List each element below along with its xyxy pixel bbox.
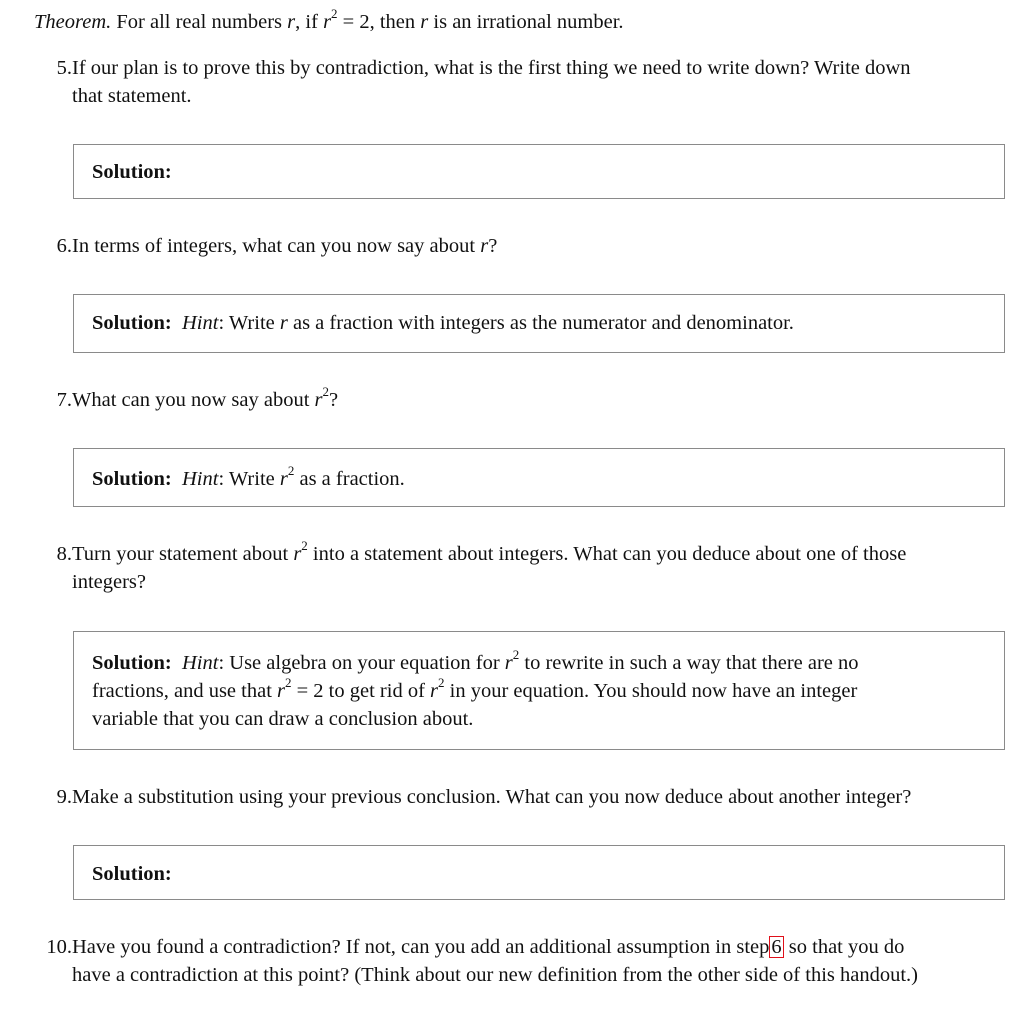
question-text-part: Turn your statement about: [72, 543, 294, 565]
question-number: 5.: [56, 57, 72, 79]
solution-content: [92, 309, 986, 337]
solution-label: Solution:: [92, 161, 172, 183]
hint-text: as a fraction with integers as the numerator and denominator.: [287, 312, 794, 334]
question-line: [72, 933, 1008, 961]
question-line: have a contradiction at this point? (Think about our new definition from the other side of this handout.): [72, 964, 918, 986]
theorem-variable: r: [287, 11, 296, 33]
solution-content: [92, 649, 986, 733]
theorem-text: = 2, then: [337, 11, 421, 33]
question-number: 10.: [46, 936, 72, 958]
question-text-part: ?: [488, 235, 498, 257]
question-text-part: ?: [329, 389, 339, 411]
solution-box-8[interactable]: [73, 631, 1005, 750]
hint-text: : Use algebra on your equation for: [218, 652, 505, 674]
hint-text: as a fraction.: [294, 468, 405, 490]
hint-text: = 2 to get rid of: [291, 680, 431, 702]
hint-label: Hint: [182, 312, 219, 334]
hint-line: [92, 649, 986, 677]
question-number: 6.: [56, 235, 72, 257]
question-number: 8.: [56, 543, 72, 565]
question-10: [40, 933, 1008, 989]
hint-line: [92, 677, 986, 705]
solution-box-7[interactable]: [73, 448, 1005, 507]
question-exponent: 2: [301, 538, 308, 554]
question-number: 7.: [56, 389, 72, 411]
hint-variable: r: [279, 312, 288, 334]
question-6: [40, 232, 1008, 260]
hint-variable: r: [504, 652, 513, 674]
theorem-text: , if: [295, 11, 324, 33]
theorem-variable: r: [420, 11, 429, 33]
question-5: [40, 54, 1008, 110]
question-text-part: so that you do: [783, 936, 905, 958]
hint-exponent: 2: [512, 647, 520, 663]
solution-label: Solution:: [92, 468, 172, 490]
theorem-text: is an irrational number.: [428, 11, 624, 33]
hint-exponent: 2: [438, 675, 445, 691]
solution-label: Solution:: [92, 652, 172, 674]
question-line: integers?: [72, 571, 146, 593]
theorem-exponent: 2: [331, 6, 338, 22]
hint-exponent: 2: [285, 675, 292, 691]
question-exponent: 2: [322, 384, 330, 400]
theorem-statement: [34, 8, 624, 36]
question-line: If our plan is to prove this by contradiction, what is the first thing we need to write down? Write down: [72, 57, 911, 79]
hint-variable: r: [430, 680, 439, 702]
solution-box-6[interactable]: [73, 294, 1005, 353]
question-text: [72, 386, 1008, 414]
solution-label: Solution:: [92, 863, 172, 885]
theorem-text: For all real numbers: [116, 11, 288, 33]
solution-content: [92, 465, 986, 493]
hint-text: in your equation. You should now have an integer: [444, 680, 858, 702]
hint-text: : Write: [218, 312, 280, 334]
question-text-part: In terms of integers, what can you now say about: [72, 235, 481, 257]
solution-box-5[interactable]: [73, 144, 1005, 199]
question-text: [72, 54, 1008, 110]
question-line: [72, 540, 1008, 568]
question-text-part: What can you now say about: [72, 389, 315, 411]
hint-text: : Write: [218, 468, 280, 490]
hint-label: Hint: [182, 652, 219, 674]
question-9: [40, 783, 1008, 811]
hint-text: fractions, and use that: [92, 680, 278, 702]
hint-line: variable that you can draw a conclusion about.: [92, 708, 474, 730]
hint-segment: [92, 649, 859, 677]
question-text: [72, 540, 1008, 596]
hint-label: Hint: [182, 468, 219, 490]
step-reference-link[interactable]: 6: [771, 936, 782, 958]
question-8: [40, 540, 1008, 596]
theorem-variable: r: [323, 11, 332, 33]
question-text-part: into a statement about integers. What can you deduce about one of those: [307, 543, 907, 565]
theorem-label: Theorem.: [34, 11, 112, 33]
question-7: [40, 386, 1008, 414]
question-text: [72, 232, 1008, 260]
question-text-part: Have you found a contradiction? If not, can you add an additional assumption in step: [72, 936, 770, 958]
hint-variable: r: [277, 680, 285, 702]
question-line: that statement.: [72, 85, 192, 107]
hint-variable: r: [279, 468, 288, 490]
hint-exponent: 2: [287, 463, 295, 479]
question-variable: r: [314, 389, 323, 411]
hint-text: to rewrite in such a way that there are no: [519, 652, 859, 674]
question-variable: r: [480, 235, 489, 257]
question-variable: r: [293, 543, 302, 565]
question-text: [72, 933, 1008, 989]
question-number: 9.: [56, 786, 72, 808]
question-text: Make a substitution using your previous conclusion. What can you now deduce about another integer?: [72, 786, 912, 808]
solution-label: Solution:: [92, 312, 172, 334]
solution-box-9[interactable]: [73, 845, 1005, 900]
